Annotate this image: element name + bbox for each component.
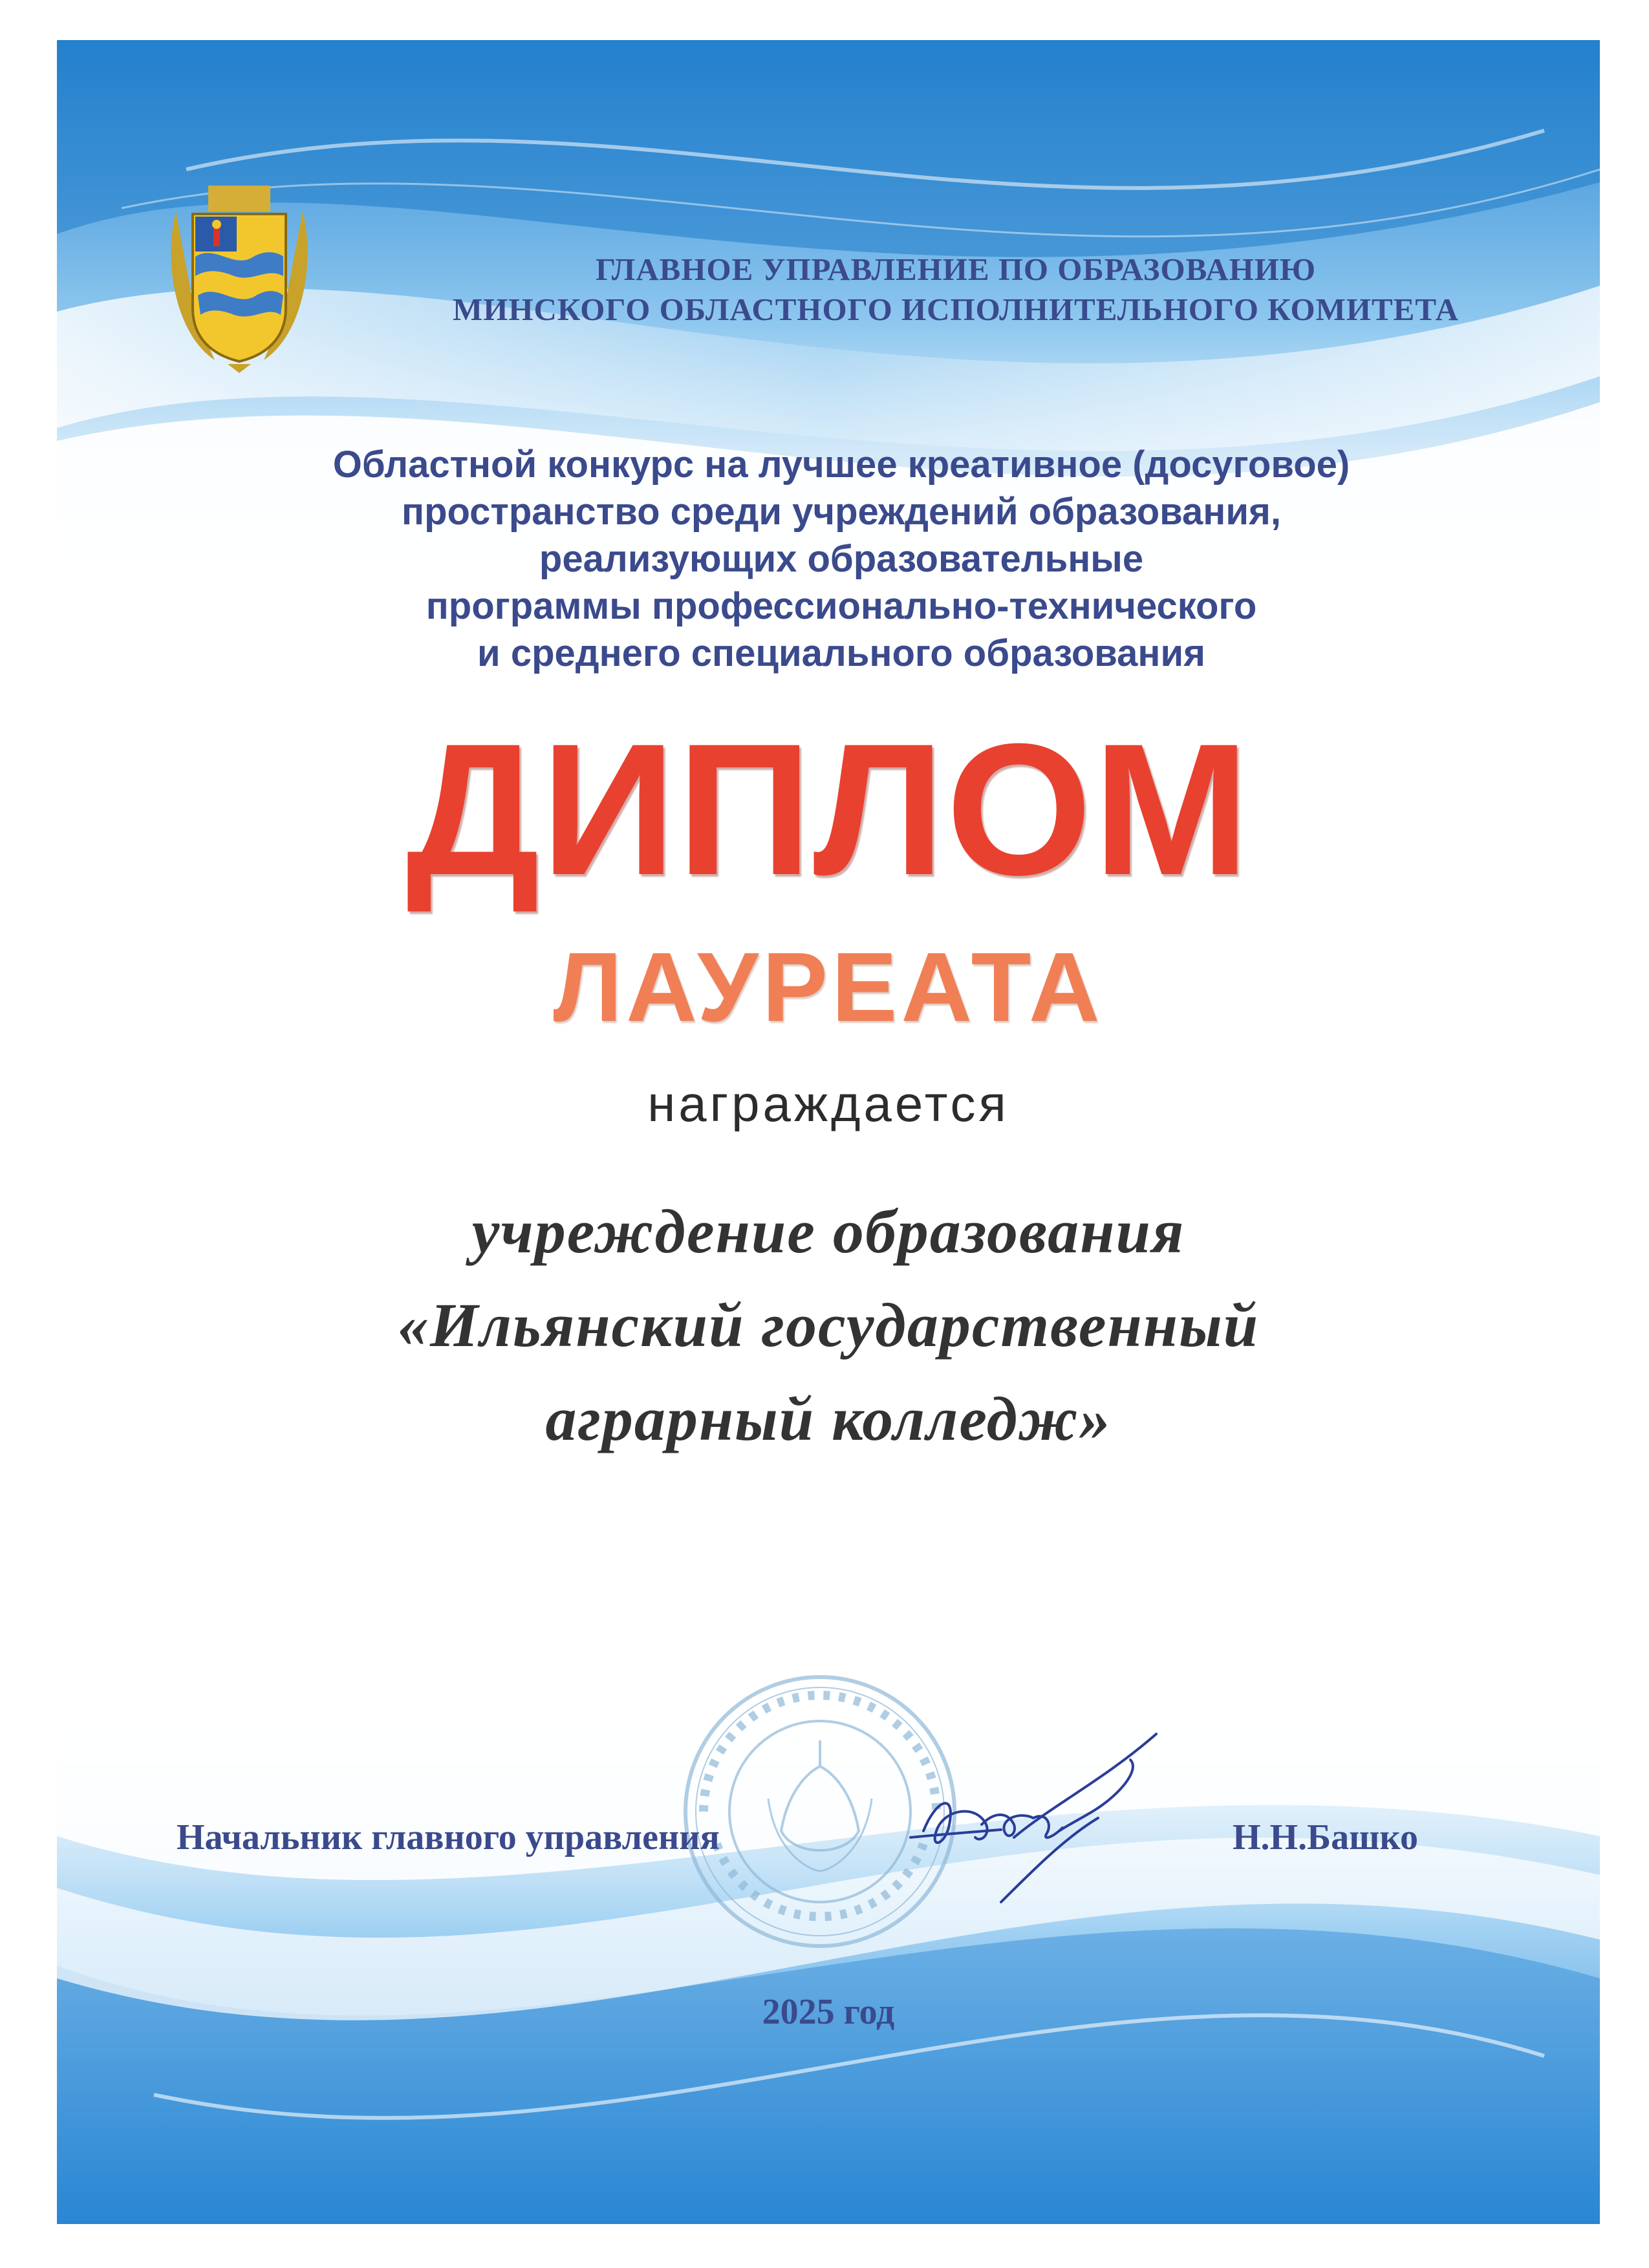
recipient-line: учреждение образования [471, 1197, 1185, 1266]
signatory-name: Н.Н.Башко [1233, 1817, 1418, 1857]
signature-icon [885, 1721, 1221, 1915]
recipient-line: «Ильянский государственный [397, 1290, 1260, 1360]
recipient-line: аграрный колледж» [545, 1384, 1112, 1453]
year-label: 2025 год [762, 1992, 895, 2032]
coat-of-arms-icon [169, 186, 309, 374]
signatory-title: Начальник главного управления [177, 1817, 720, 1857]
awarded-label: награждается [647, 1075, 1009, 1132]
contest-line: пространство среди учреждений образования, [402, 491, 1281, 533]
diploma-sheet [57, 40, 1600, 2224]
contest-line: и среднего специального образования [477, 632, 1205, 674]
laureate-heading: ЛАУРЕАТА [553, 932, 1104, 1042]
recipient-name [109, 1184, 1548, 1466]
contest-line: программы профессионально-технического [426, 585, 1257, 627]
contest-title [147, 441, 1535, 677]
issuer-line-1: ГЛАВНОЕ УПРАВЛЕНИЕ ПО ОБРАЗОВАНИЮ [596, 251, 1316, 287]
diploma-heading: ДИПЛОМ [405, 705, 1251, 914]
issuer-line-2: МИНСКОГО ОБЛАСТНОГО ИСПОЛНИТЕЛЬНОГО КОМИТЕТА [453, 292, 1459, 327]
contest-line: реализующих образовательные [539, 538, 1144, 580]
contest-line: Областной конкурс на лучшее креативное (досуговое) [332, 444, 1350, 486]
